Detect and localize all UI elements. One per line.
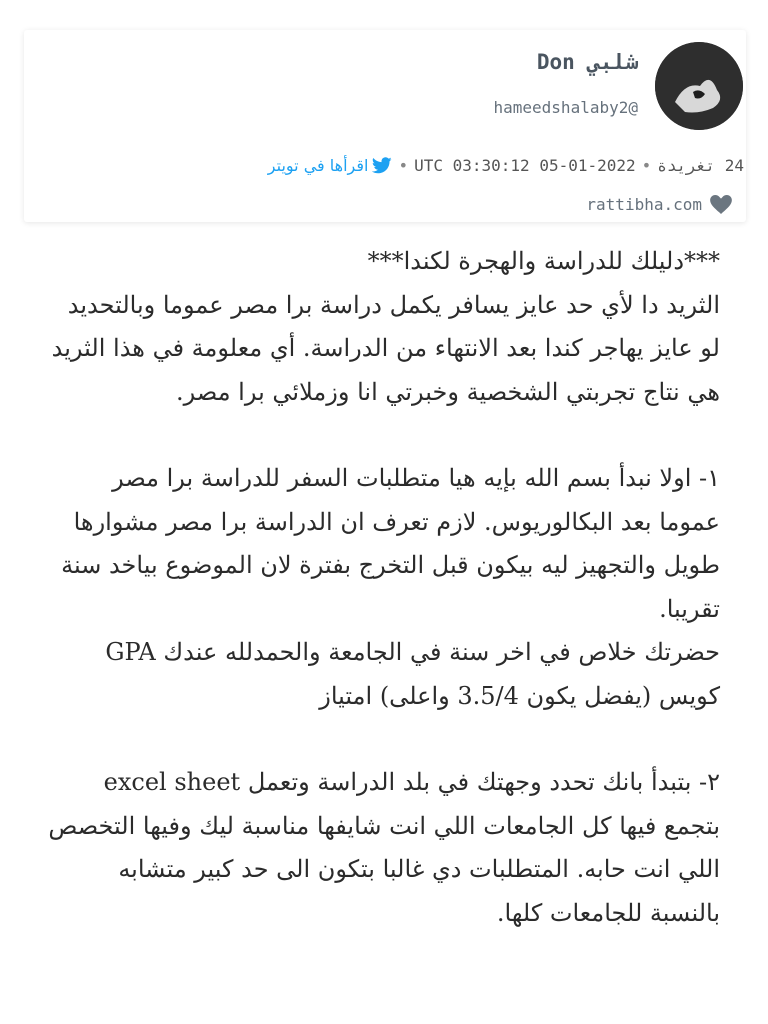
heart-icon bbox=[710, 195, 732, 214]
author-display-name[interactable]: Don شلبي bbox=[536, 50, 638, 74]
source-domain: rattibha.com bbox=[586, 195, 702, 214]
read-on-twitter-label: اقرأها في تويتر bbox=[267, 156, 369, 175]
avatar-image bbox=[655, 42, 743, 130]
separator-dot: • bbox=[641, 156, 652, 175]
source-link[interactable] bbox=[586, 195, 732, 214]
author-handle[interactable]: hameedshalaby2@ bbox=[493, 98, 638, 117]
avatar[interactable] bbox=[655, 42, 743, 130]
twitter-bird-icon bbox=[372, 157, 392, 174]
thread-paragraph-1: ***دليلك للدراسة والهجرة لكندا*** الثريد دا لأي حد عايز يسافر يكمل دراسة برا مصر عموما وبالتحديد لو عايز يهاجر كندا بعد الانتهاء من الدراسة. أي معلومة في هذا الثريد هي نتاج تجربتي الشخصية وخبرتي انا وزملائي برا مصر. bbox=[51, 247, 720, 406]
thread-paragraph-3: ٢- بتبدأ بانك تحدد وجهتك في بلد الدراسة وتعمل excel sheet بتجمع فيها كل الجامعات اللي انت شايفها مناسبة ليك وفيها التخصص اللي انت حابه. المتطلبات دي غالبا بتكون الى حد كبير متشابه بالنسبة للجامعات كلها. bbox=[40, 768, 720, 927]
read-on-twitter-link[interactable] bbox=[268, 156, 393, 175]
timestamp: UTC 03:30:12 05-01-2022 bbox=[414, 156, 636, 175]
paragraph-spacer bbox=[48, 414, 720, 457]
paragraph-spacer bbox=[48, 718, 720, 761]
separator-dot: • bbox=[398, 156, 409, 175]
tweet-meta bbox=[268, 156, 744, 175]
thread-paragraph-2: ١- اولا نبدأ بسم الله بإيه هيا متطلبات السفر للدراسة برا مصر عموما بعد البكالوريوس. لازم تعرف ان الدراسة برا مصر مشوارها طويل والتجهيز ليه بيكون قبل التخرج بفترة لان الموضوع بياخد سنة تقريبا. حضرتك خلاص في اخر سنة في الجامعة والحمدلله عندك GPA كويس (يفضل يكون 3.5/4 واعلى) امتياز bbox=[61, 464, 720, 710]
tweet-count: 24 تغريدة bbox=[657, 156, 744, 175]
thread-content bbox=[40, 240, 720, 935]
tweet-header-card bbox=[24, 30, 746, 222]
